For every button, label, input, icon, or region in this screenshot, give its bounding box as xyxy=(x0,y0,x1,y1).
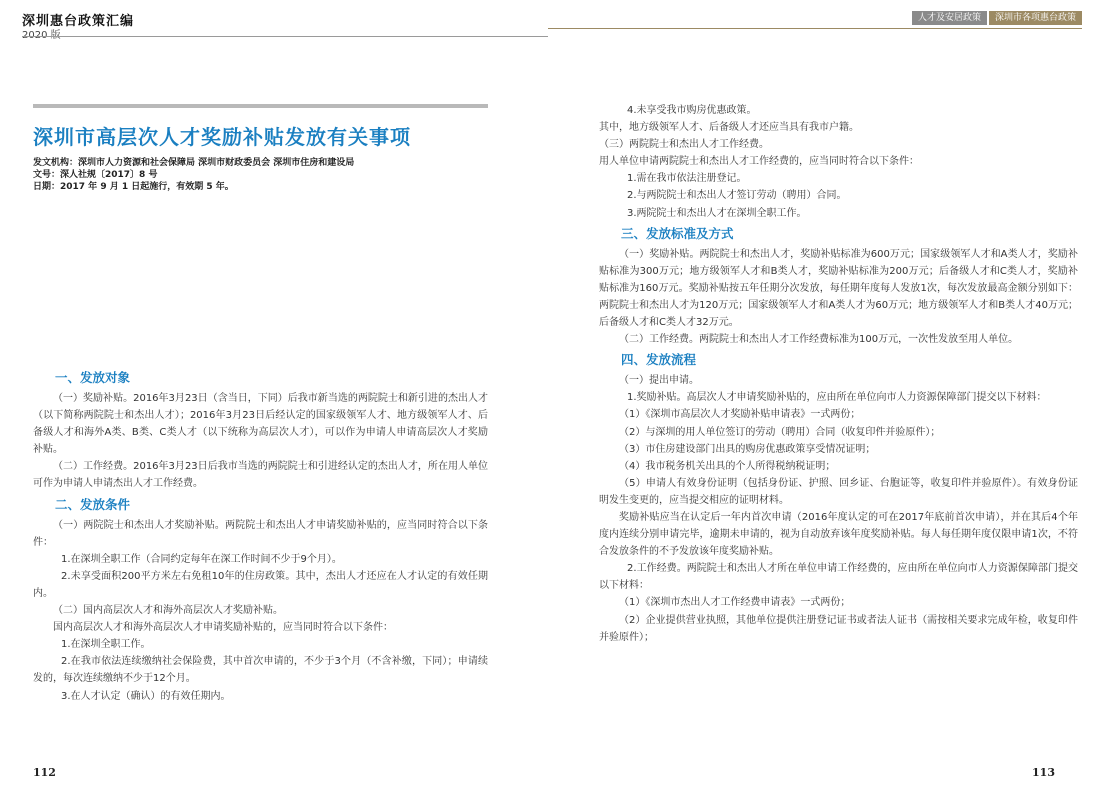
paragraph: 2.工作经费。两院院士和杰出人才所在单位申请工作经费的，应由所在单位向市人力资源保障部门提交以下材料： xyxy=(599,563,1078,592)
paragraph: （3）市住房建设部门出具的购房优惠政策享受情况证明； xyxy=(619,443,876,455)
paragraph: 国内高层次人才和海外高层次人才申请奖励补贴的，应当同时符合以下条件： xyxy=(53,622,393,634)
paragraph: 1.在深圳全职工作（合同约定每年在深工作时间不少于9个月）。 xyxy=(61,553,342,565)
paragraph: （三）两院院士和杰出人才工作经费。 xyxy=(599,139,769,151)
right-body-text xyxy=(599,102,1078,646)
section-heading: 四、发放流程 xyxy=(621,352,697,368)
paragraph: 奖励补贴应当在认定后一年内首次申请（2016年度认定的可在2017年底前首次申请），并在其后4个年度内连续分别申请完毕，逾期未申请的，视为自动放弃该年度奖励补贴。每人每任期年度仅限申请1次，不符合发放条件的不予发放该年度奖励补贴。 xyxy=(599,511,1078,558)
left-body-text xyxy=(33,366,488,705)
paragraph: （2）企业提供营业执照，其他单位提供注册登记证书或者法人证书（需按相关要求完成年检，收复印件并验原件）； xyxy=(599,614,1078,643)
title-rule xyxy=(33,104,488,108)
left-page xyxy=(0,0,548,791)
book-edition xyxy=(22,26,61,41)
header-divider xyxy=(548,28,1082,29)
document-title: 深圳市高层次人才奖励补贴发放有关事项 xyxy=(33,125,411,149)
issuer-line: 发文机构：深圳市人力资源和社会保障局 深圳市财政委员会 深圳市住房和建设局 xyxy=(33,158,355,168)
date-line: 日期：2017 年 9 月 1 日起施行，有效期 5 年。 xyxy=(33,182,234,192)
header-divider xyxy=(22,36,548,37)
paragraph: 1.奖励补贴。高层次人才申请奖励补贴的，应由所在单位向市人力资源保障部门提交以下材料： xyxy=(627,392,1047,404)
book-title: 深圳惠台政策汇编 xyxy=(22,14,135,29)
paragraph: 2.未享受面积200平方米左右免租10年的住房政策。其中，杰出人才还应在人才认定的有效任期内。 xyxy=(33,570,488,599)
paragraph: 1.在深圳全职工作。 xyxy=(61,639,151,651)
paragraph: （一）奖励补贴。2016年3月23日（含当日，下同）后我市新当选的两院院士和新引进的杰出人才（以下简称两院院士和杰出人才）；2016年3月23日后经认定的国家级领军人才、地方级领军人才、后备级人才和海外A类、B类、C类人才（以下统称为高层次人才），可以作为申请人申请高层次人才奖励补贴。 xyxy=(33,393,488,456)
paragraph: （二）国内高层次人才和海外高层次人才奖励补贴。 xyxy=(53,605,283,617)
section-heading: 三、发放标准及方式 xyxy=(621,225,734,241)
tag-shenzhen-policies: 深圳市各项惠台政策 xyxy=(989,11,1082,25)
paragraph: （二）工作经费。两院院士和杰出人才工作经费标准为100万元，一次性发放至用人单位。 xyxy=(619,334,1019,346)
paragraph: 1.需在我市依法注册登记。 xyxy=(627,173,747,185)
page-number-left: 112 xyxy=(33,766,56,779)
paragraph: 3.在人才认定（确认）的有效任期内。 xyxy=(61,690,231,702)
page-number-right: 113 xyxy=(1032,766,1055,779)
paragraph: 2.在我市依法连续缴纳社会保险费，其中首次申请的，不少于3个月（不含补缴，下同）；申请续发的，每次连续缴纳不少于12个月。 xyxy=(33,656,488,685)
paragraph: （1）《深圳市高层次人才奖励补贴申请表》一式两份； xyxy=(619,409,861,421)
paragraph: （1）《深圳市杰出人才工作经费申请表》一式两份； xyxy=(619,597,851,609)
paragraph: 3.两院院士和杰出人才在深圳全职工作。 xyxy=(627,207,807,219)
paragraph: （4）我市税务机关出具的个人所得税纳税证明； xyxy=(619,460,836,472)
paragraph: 用人单位申请两院院士和杰出人才工作经费的，应当同时符合以下条件： xyxy=(599,156,919,168)
tag-talent-housing: 人才及安居政策 xyxy=(912,11,987,25)
section-tags xyxy=(912,11,1082,25)
paragraph: 4.未享受我市购房优惠政策。 xyxy=(627,105,757,116)
section-heading: 一、发放对象 xyxy=(55,370,131,385)
right-page xyxy=(548,0,1097,791)
section-heading: 二、发放条件 xyxy=(55,496,131,512)
paragraph: 其中，地方级领军人才、后备级人才还应当具有我市户籍。 xyxy=(599,122,859,134)
paragraph: （5）申请人有效身份证明（包括身份证、护照、回乡证、台胞证等，收复印件并验原件）。有效身份证明发生变更的，应当提交相应的证明材料。 xyxy=(599,477,1078,506)
paragraph: （二）工作经费。2016年3月23日后我市当选的两院院士和引进经认定的杰出人才，所在用人单位可作为申请人申请杰出人才工作经费。 xyxy=(33,461,488,490)
document-meta xyxy=(33,157,354,193)
paragraph: （一）奖励补贴。两院院士和杰出人才，奖励补贴标准为600万元；国家级领军人才和A类人才，奖励补贴标准为300万元；地方级领军人才和B类人才，奖励补贴标准为200万元；后备级人才和C类人才，奖励补贴标准为160万元。奖励补贴按五年任期分次发放，每任期年度每人发放1次，每次发放最高金额分别如下：两院院士和杰出人才为120万元；国家级领军人才和A类人才为60万元；地方级领军人才和B类人才40万元；后备级人才和C类人才32万元。 xyxy=(599,248,1078,329)
paragraph: （一）两院院士和杰出人才奖励补贴。两院院士和杰出人才申请奖励补贴的，应当同时符合以下条件： xyxy=(33,519,488,548)
doc-number-line: 文号：深人社规〔2017〕8 号 xyxy=(33,170,158,180)
paragraph: 2.与两院院士和杰出人才签订劳动（聘用）合同。 xyxy=(627,190,847,202)
paragraph: （一）提出申请。 xyxy=(619,375,699,387)
paragraph: （2）与深圳的用人单位签订的劳动（聘用）合同（收复印件并验原件）； xyxy=(619,426,941,438)
